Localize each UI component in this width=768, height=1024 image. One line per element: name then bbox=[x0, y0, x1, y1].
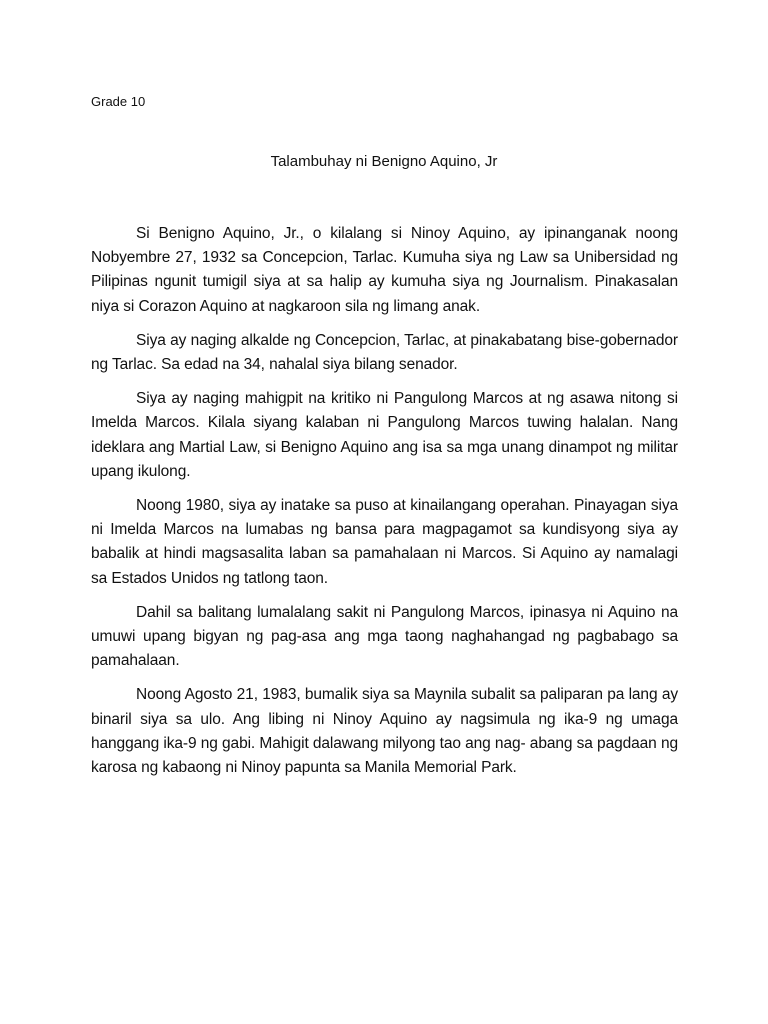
document-body bbox=[91, 222, 678, 790]
paragraph-5: Dahil sa balitang lumalalang sakit ni Pangulong Marcos, ipinasya ni Aquino na umuwi upang bigyan ng pag-asa ang mga taong naghahangad ng pagbabago sa pamahalaan. bbox=[91, 603, 678, 670]
paragraph-1: Si Benigno Aquino, Jr., o kilalang si Ninoy Aquino, ay ipinanganak noong Nobyembre 27, 1932 sa Concepcion, Tarlac. Kumuha siya ng Law sa Unibersidad ng Pilipinas ngunit tumigil siya at sa halip ay kumuha siya ng Journalism. Pinakasalan niya si Corazon Aquino at nagkaroon sila ng limang anak. bbox=[91, 225, 678, 315]
paragraph-2: Siya ay naging alkalde ng Concepcion, Tarlac, at pinakabatang bise-gobernador ng Tarlac. Sa edad na 34, nahalal siya bilang senador. bbox=[91, 331, 678, 374]
paragraph-4: Noong 1980, siya ay inatake sa puso at kinailangang operahan. Pinayagan siya ni Imelda Marcos na lumabas ng bansa para magpagamot sa kundisyong siya ay babalik at hindi magsasalita laban sa pamahalaan ni Marcos. Si Aquino ay namalagi sa Estados Unidos ng tatlong taon. bbox=[91, 497, 678, 587]
document-title: Talambuhay ni Benigno Aquino, Jr bbox=[270, 153, 498, 170]
paragraph-3: Siya ay naging mahigpit na kritiko ni Pangulong Marcos at ng asawa nitong si Imelda Marcos. Kilala siyang kalaban ni Pangulong Marcos tuwing halalan. Nang ideklara ang Martial Law, si Benigno Aquino ang isa sa mga unang dinampot ng militar upang ikulong. bbox=[91, 390, 678, 480]
grade-label: Grade 10 bbox=[91, 94, 146, 109]
paragraph-6: Noong Agosto 21, 1983, bumalik siya sa Maynila subalit sa paliparan pa lang ay binaril siya sa ulo. Ang libing ni Ninoy Aquino ay nagsimula ng ika-9 ng umaga hanggang ika-9 ng gabi. Mahigit dalawang milyong tao ang nag- abang sa pagdaan ng karosa ng kabaong ni Ninoy papunta sa Manila Memorial Park. bbox=[91, 686, 678, 777]
